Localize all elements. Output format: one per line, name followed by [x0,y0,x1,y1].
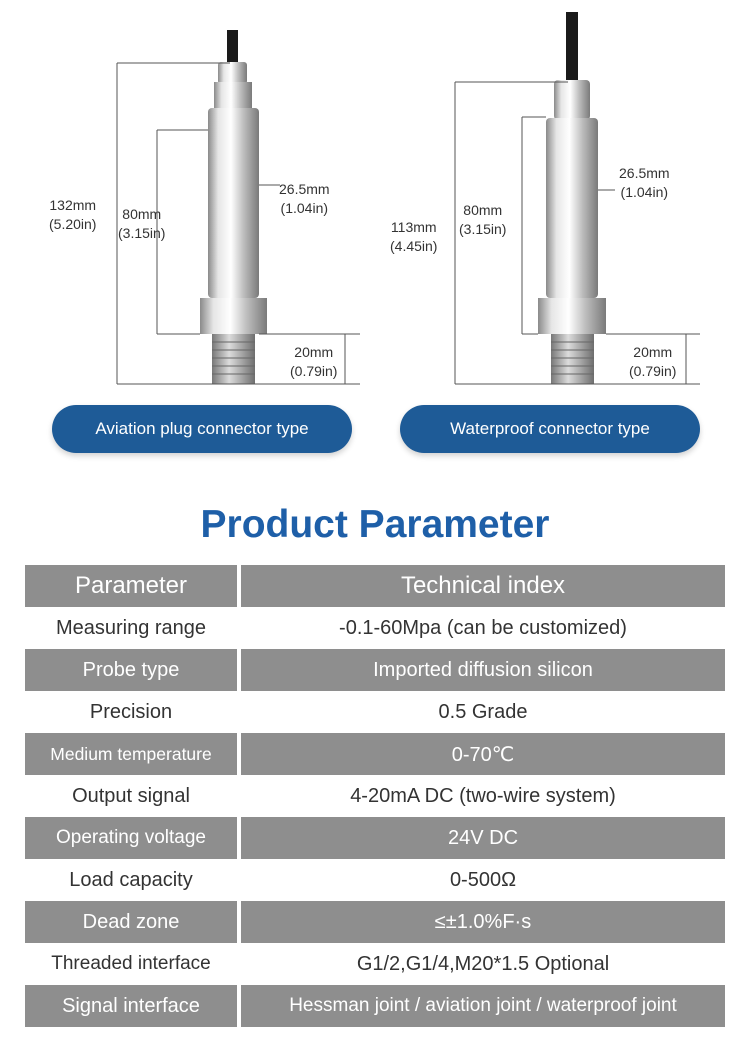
waterproof-connector-label: Waterproof connector type [400,405,700,453]
table-row [25,817,725,859]
left-diameter [279,180,330,218]
header-parameter: Parameter [25,565,237,607]
pressure-sensor-waterproof-image [538,12,606,384]
left-body-length-in: (3.15in) [118,225,166,241]
right-thread-length-in: (0.79in) [629,363,677,379]
pressure-sensor-aviation-image [200,30,267,384]
header-technical-index: Technical index [241,565,725,607]
param-value: Hessman joint / aviation joint / waterproof joint [241,985,725,1027]
left-total-length [49,196,96,234]
left-total-length-in: (5.20in) [49,216,97,232]
param-name: Load capacity [69,868,193,891]
left-diameter-in: (1.04in) [280,200,329,216]
table-row [25,901,725,943]
param-name: Threaded interface [51,953,211,974]
param-name: Output signal [72,784,190,807]
table-row [25,607,725,649]
left-body-length-mm: 80mm [122,206,162,222]
table-row [25,859,725,901]
param-value: 0.5 Grade [438,700,528,723]
param-name: Measuring range [55,616,207,639]
table-row [25,985,725,1027]
right-diameter-in: (1.04in) [620,184,669,200]
param-value: 4-20mA DC (two-wire system) [350,784,616,807]
right-total-length [390,218,437,256]
left-body-length [118,205,165,243]
param-value: ≤±1.0%F·s [241,901,725,943]
param-name: Operating voltage [25,817,237,859]
product-dimension-diagram [0,0,750,470]
table-row [25,775,725,817]
table-row [25,649,725,691]
table-row [25,943,725,985]
section-title: Product Parameter [200,503,550,546]
table-header-row [25,565,725,607]
left-thread-length [290,343,337,381]
right-body-length-in: (3.15in) [459,221,507,237]
parameter-table [25,565,725,1027]
left-thread-length-in: (0.79in) [290,363,338,379]
param-value: 0-500Ω [449,868,517,891]
param-value: -0.1-60Mpa (can be customized) [339,616,627,639]
aviation-connector-label: Aviation plug connector type [52,405,352,453]
right-body-length-mm: 80mm [463,202,503,218]
param-value: 0-70℃ [241,733,725,775]
param-name: Medium temperature [25,733,237,775]
table-row [25,733,725,775]
left-diameter-mm: 26.5mm [279,181,330,197]
param-name: Probe type [25,649,237,691]
right-diameter-mm: 26.5mm [619,165,670,181]
right-thread-length [629,343,676,381]
right-total-length-in: (4.45in) [390,238,438,254]
right-diameter [619,164,670,202]
right-total-length-mm: 113mm [390,219,437,235]
param-value: Imported diffusion silicon [241,649,725,691]
param-name: Dead zone [25,901,237,943]
param-value: 24V DC [241,817,725,859]
right-body-length [459,201,506,239]
param-value: G1/2,G1/4,M20*1.5 Optional [356,952,610,975]
param-name: Precision [89,700,173,723]
left-thread-length-mm: 20mm [294,344,334,360]
param-name: Signal interface [25,985,237,1027]
right-thread-length-mm: 20mm [633,344,673,360]
left-total-length-mm: 132mm [49,197,97,213]
table-row [25,691,725,733]
